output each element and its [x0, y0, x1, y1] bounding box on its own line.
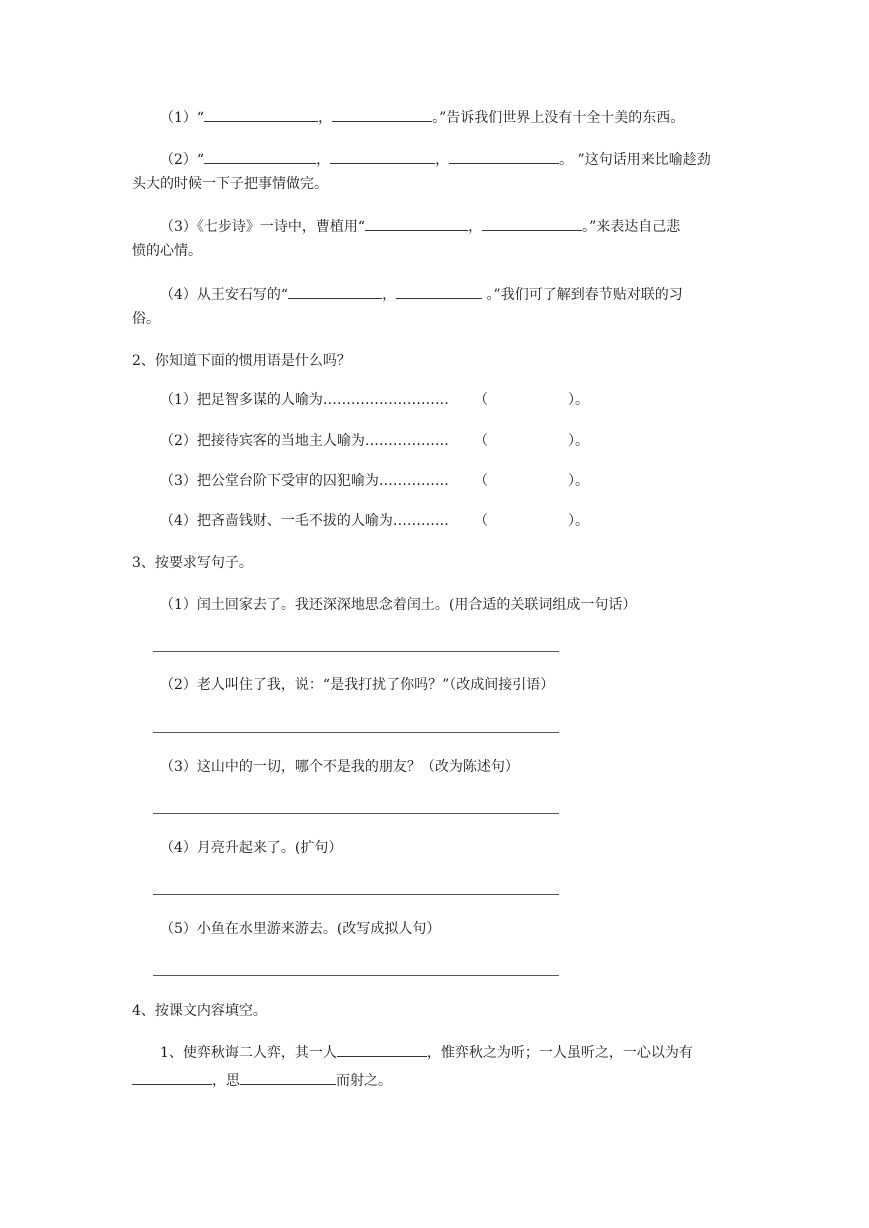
- q1-item-4-cont: 俗。: [132, 311, 160, 327]
- answer-paren[interactable]: （ ）。: [474, 392, 589, 408]
- fill-blank[interactable]: [132, 1070, 212, 1085]
- q4-title: 4、按课文内容填空。: [132, 1003, 267, 1019]
- item-number: （2）: [160, 152, 197, 168]
- answer-line[interactable]: [153, 651, 559, 652]
- q1-item-4: （4）从王安石写的“ ， 。”我们可了解到春节贴对联的习: [160, 284, 683, 305]
- q3-title: 3、按要求写句子。: [132, 555, 253, 571]
- answer-line[interactable]: [153, 813, 559, 814]
- q4-item-1: 1、使弈秋诲二人弈，其一人 ，惟弈秋之为听；一人虽听之，一心以为有: [160, 1042, 693, 1063]
- q3-item-5: （5）小鱼在水里游来游去。(改写成拟人句）: [160, 921, 441, 937]
- item-number: （2）: [160, 433, 197, 449]
- q2-item-4: （4）把吝啬钱财、一毛不拔的人喻为…………: [160, 513, 449, 529]
- item-number: （2）: [160, 677, 197, 693]
- q1-item-1: （1）“ ， 。”告诉我们世界上没有十全十美的东西。: [160, 107, 684, 128]
- fill-blank[interactable]: [332, 107, 432, 122]
- item-number: （1）: [160, 392, 197, 408]
- q2-item-3: （3）把公堂台阶下受审的囚犯喻为……………: [160, 473, 449, 489]
- q4-item-1-cont: ，思 而射之。: [132, 1070, 392, 1091]
- item-number: （3）: [160, 759, 197, 775]
- q1-item-3: （3）《七步诗》一诗中，曹植用“ ， 。”来表达自己悲: [160, 216, 680, 237]
- fill-blank[interactable]: [365, 216, 468, 231]
- answer-paren[interactable]: （ ）。: [474, 433, 589, 449]
- item-number: （1）: [160, 110, 197, 126]
- answer-paren[interactable]: （ ）。: [474, 473, 589, 489]
- q1-item-2: （2）“ ， ， 。 ”这句话用来比喻趁劲: [160, 149, 711, 170]
- fill-blank[interactable]: [449, 149, 559, 164]
- q3-item-3: （3）这山中的一切，哪个不是我的朋友？（改为陈述句）: [160, 759, 519, 775]
- answer-line[interactable]: [153, 732, 559, 733]
- fill-blank[interactable]: [240, 1070, 336, 1085]
- q2-title: 2、你知道下面的惯用语是什么吗？: [132, 353, 351, 369]
- answer-line[interactable]: [153, 894, 559, 895]
- q3-item-4: （4）月亮升起来了。(扩句）: [160, 840, 343, 856]
- fill-blank[interactable]: [396, 284, 482, 299]
- item-number: （4）: [160, 287, 197, 303]
- q1-item-3-cont: 愤的心情。: [132, 243, 202, 259]
- fill-blank[interactable]: [204, 149, 316, 164]
- item-number: （1）: [160, 597, 197, 613]
- q2-item-2: （2）把接待宾客的当地主人喻为………………: [160, 433, 449, 449]
- q3-item-1: （1）闰土回家去了。我还深深地思念着闰土。(用合适的关联词组成一句话）: [160, 597, 637, 613]
- item-number: （3）: [160, 219, 197, 235]
- q1-item-2-cont: 头大的时候一下子把事情做完。: [132, 176, 328, 192]
- fill-blank[interactable]: [482, 216, 582, 231]
- fill-blank[interactable]: [204, 107, 318, 122]
- fill-blank[interactable]: [337, 1042, 427, 1057]
- fill-blank[interactable]: [288, 284, 382, 299]
- item-number: （5）: [160, 921, 197, 937]
- q2-item-1: （1）把足智多谋的人喻为………………………: [160, 392, 449, 408]
- item-number: （4）: [160, 513, 197, 529]
- item-number: （3）: [160, 473, 197, 489]
- fill-blank[interactable]: [330, 149, 435, 164]
- item-number: （4）: [160, 840, 197, 856]
- answer-paren[interactable]: （ ）。: [474, 513, 589, 529]
- q3-item-2: （2）老人叫住了我，说：“是我打扰了你吗？”（改成间接引语）: [160, 677, 555, 693]
- answer-line[interactable]: [153, 975, 559, 976]
